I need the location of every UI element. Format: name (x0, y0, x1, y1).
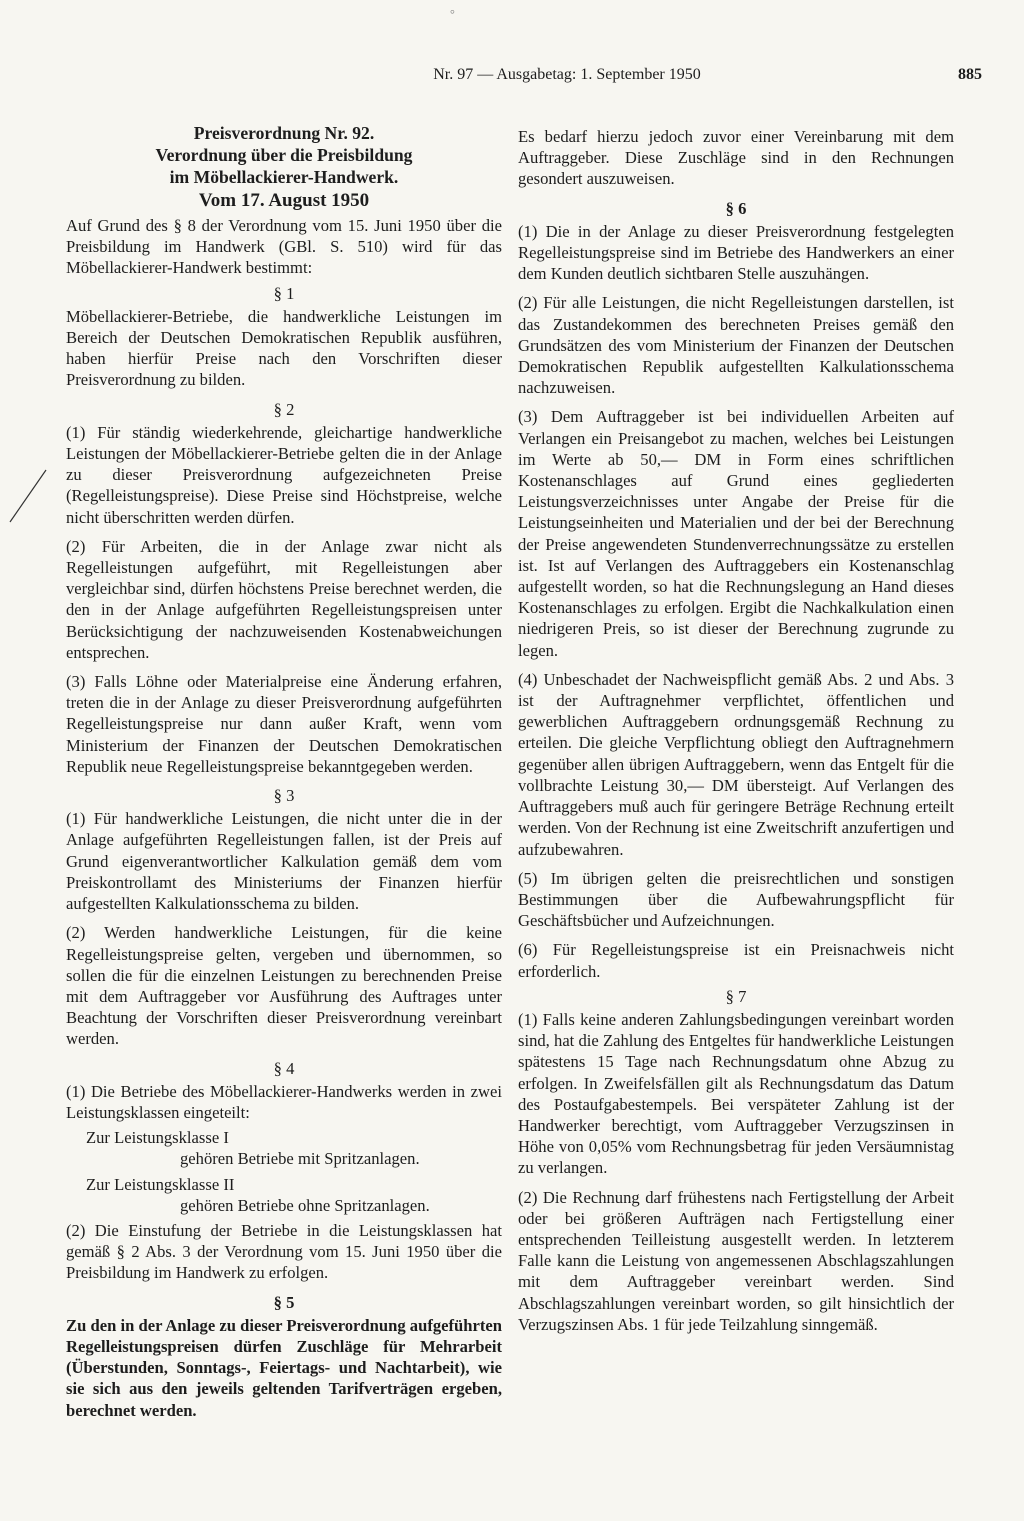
ordinance-subtitle-1: Verordnung über die Preisbildung (155, 145, 413, 165)
right-column (518, 126, 954, 1343)
section-7-paragraph-1: (1) Falls keine anderen Zahlungsbedingungen vereinbart worden sind, hat die Zahlung des Entgeltes für handwerkliche Leistungen spätestens 15 Tage nach Rechnungsdatum ohne Abzug zu erfolgen. In Zweifelsfällen gilt als Rechnungsdatum das Datum des Postaufgabestempels. Bei verspäteter Zahlung ist der Handwerker berechtigt, vom Auftraggeber Verzugszinsen in Höhe von 0,05% vom Rechnungsbetrag für jeden Versäumnistag zu verlangen. (518, 1009, 954, 1178)
section-7-heading: § 7 (725, 986, 747, 1006)
page-number: 885 (958, 66, 982, 83)
section-6-paragraph-4: (4) Unbeschadet der Nachweispflicht gemäß Abs. 2 und Abs. 3 ist der Auftragnehmer verpflichtet, öffentlichen und gewerblichen Auftraggebern ordnungsgemäß Rechnung zu erteilen. Die gleiche Verpflichtung obliegt den Auftragnehmern gegenüber allen übrigen Auftraggebern, wenn das Entgelt für die vollbrachte Leistung 30,— DM übersteigt. Auf Verlangen des Auftraggebers muß auch für geringere Beträge Rechnung erteilt werden. Von der Rechnung ist eine Zweitschrift anzufertigen und aufzubewahren. (518, 669, 954, 859)
class-2-description: gehören Betriebe ohne Spritzanlagen. (180, 1195, 430, 1215)
section-3-paragraph-2: (2) Werden handwerkliche Leistungen, für die keine Regelleistungspreise gelten, vergeben und übernommen, so sollen die für die einzelnen Leistungen zu berechnenden Preise mit dem Auftraggeber vor Ausführung des Auftrages unter Beachtung der Vorschriften dieser Preisverordnung vereinbart werden. (66, 923, 502, 1049)
section-5-text: Zu den in der Anlage zu dieser Preisverordnung aufgeführten Regelleistungspreisen dürfen Zuschläge für Mehrarbeit (Überstunden, Sonntags-, Feiertags- und Nachtarbeit), wie sie sich aus den jeweils geltenden Tarifverträgen ergeben, berechnet werden. (66, 1315, 502, 1420)
ordinance-date: Vom 17. August 1950 (198, 190, 370, 211)
section-3-heading: § 3 (273, 786, 295, 806)
left-column (66, 122, 502, 1429)
ordinance-title: Preisverordnung Nr. 92. (193, 123, 375, 143)
section-4-paragraph-1: (1) Die Betriebe des Möbellackierer-Handwerks werden in zwei Leistungsklassen eingeteilt: (66, 1081, 502, 1122)
section-2-paragraph-3: (3) Falls Löhne oder Materialpreise eine Änderung erfahren, treten die in der Anlage zu dieser Preisverordnung aufgeführten Regelleistungspreise nur dann außer Kraft, wenn vom Ministerium der Finanzen der Deutschen Demokratischen Republik neue Regelleistungspreise bekanntgegeben werden. (66, 672, 502, 776)
section-6-paragraph-6: (6) Für Regelleistungspreise ist ein Preisnachweis nicht erforderlich. (518, 940, 954, 981)
section-7-paragraph-2: (2) Die Rechnung darf frühestens nach Fertigstellung der Arbeit oder bei größeren Aufträgen nach Fertigstellung einer entsprechenden Teilleistung ausgestellt werden. In letzterem Falle kann die Leistung von angemessenen Abschlagszahlungen mit dem Auftraggeber vereinbart werden. Sind Abschlagszahlungen vereinbart worden, so gilt hinsichtlich der Verzugszinsen Abs. 1 für jede Teilzahlung sinngemäß. (518, 1187, 954, 1334)
section-5-heading: § 5 (273, 1292, 295, 1312)
section-2-heading: § 2 (273, 399, 295, 419)
section-4-heading: § 4 (273, 1058, 295, 1078)
section-6-heading: § 6 (725, 198, 747, 218)
section-1-text: Möbellackierer-Betriebe, die handwerkliche Leistungen im Bereich der Deutschen Demokratischen Republik ausführen, haben hierfür Preise nach den Vorschriften dieser Preisverordnung zu bilden. (66, 306, 502, 390)
page-header (66, 64, 982, 86)
section-4-paragraph-2: (2) Die Einstufung der Betriebe in die Leistungsklassen hat gemäß § 2 Abs. 3 der Verordnung vom 15. Juni 1950 über die Preisbildung im Handwerk zu erfolgen. (66, 1220, 502, 1283)
class-1-description: gehören Betriebe mit Spritzanlagen. (180, 1149, 420, 1169)
print-speck: ° (450, 7, 455, 21)
preamble: Auf Grund des § 8 der Verordnung vom 15. Juni 1950 über die Preisbildung im Handwerk (GBl. S. 510) wird für das Möbellackierer-Handwerk bestimmt: (66, 216, 502, 278)
section-6-paragraph-3: (3) Dem Auftraggeber ist bei individuellen Arbeiten auf Verlangen ein Preisangebot zu machen, welches bei Leistungen im Werte ab 50,— DM in Form eines schriftlichen Kostenanschlages auf Grund eines gegliederten Leistungsverzeichnisses unter Angabe der Preise für die Leistungseinheiten und Materialien und der bei der Berechnung der Preise angewendeten Stundenverrechnungssätze zu erstellen ist. Ist auf Verlangen des Auftraggebers ein Kostenanschlag aufgestellt worden, so hat die Rechnungslegung an Hand dieses Kostenanschlages zu erfolgen. Ergibt die Nachkalkulation einen niedrigeren Preis, so ist dieser der Berechnung zugrunde zu legen. (518, 407, 954, 660)
class-1-line: Zur Leistungsklasse I (86, 1128, 229, 1148)
section-6-paragraph-1: (1) Die in der Anlage zu dieser Preisverordnung festgelegten Regelleistungspreise sind im Betriebe des Handwerkers an einer dem Kunden deutlich sichtbaren Stelle auszuhängen. (518, 221, 954, 284)
issue-line: Nr. 97 — Ausgabetag: 1. September 1950 (433, 66, 701, 83)
section-6-paragraph-5: (5) Im übrigen gelten die preisrechtlichen und sonstigen Bestimmungen über die Aufbewahrungspflicht für Geschäftsbücher und Aufzeichnungen. (518, 868, 954, 931)
section-6-paragraph-2: (2) Für alle Leistungen, die nicht Regelleistungen darstellen, ist das Zustandekommen des berechneten Preises gemäß den Grundsätzen des vom Ministerium der Finanzen der Deutschen Demokratischen Republik aufgestellten Kalkulationsschema nachzuweisen. (518, 293, 954, 398)
section-2-paragraph-2: (2) Für Arbeiten, die in der Anlage zwar nicht als Regelleistungen aufgeführt, mit Regelleistungen aber vergleichbar sind, dürfen höchstens Preise berechnet werden, die den in der Anlage aufgeführten Regelleistungspreisen unter Berücksichtigung der nachzuweisenden Kostenabweichungen entsprechen. (66, 536, 502, 662)
section-1-heading: § 1 (273, 283, 295, 303)
section-3-paragraph-1: (1) Für handwerkliche Leistungen, die nicht unter die in der Anlage aufgeführten Regelleistungen fallen, ist der Preis auf Grund eigenverantwortlicher Kalkulation gemäß dem vom Preiskontrollamt des Ministeriums der Finanzen hierfür aufgestellten Kalkulationsschema zu bilden. (66, 809, 502, 914)
section-5-continuation: Es bedarf hierzu jedoch zuvor einer Vereinbarung mit dem Auftraggeber. Diese Zuschläge sind in den Rechnungen gesondert auszuweisen. (518, 127, 954, 189)
ordinance-subtitle-2: im Möbellackierer-Handwerk. (169, 167, 399, 187)
section-2-paragraph-1: (1) Für ständig wiederkehrende, gleichartige handwerkliche Leistungen der Möbellackierer-Betriebe gelten die in der Anlage zu dieser Preisverordnung aufgezeichneten Preise (Regelleistungspreise). Diese Preise sind Höchstpreise, welche nicht überschritten werden dürfen. (66, 422, 502, 527)
class-2-line: Zur Leistungsklasse II (86, 1174, 235, 1194)
margin-pen-mark (6, 468, 50, 524)
